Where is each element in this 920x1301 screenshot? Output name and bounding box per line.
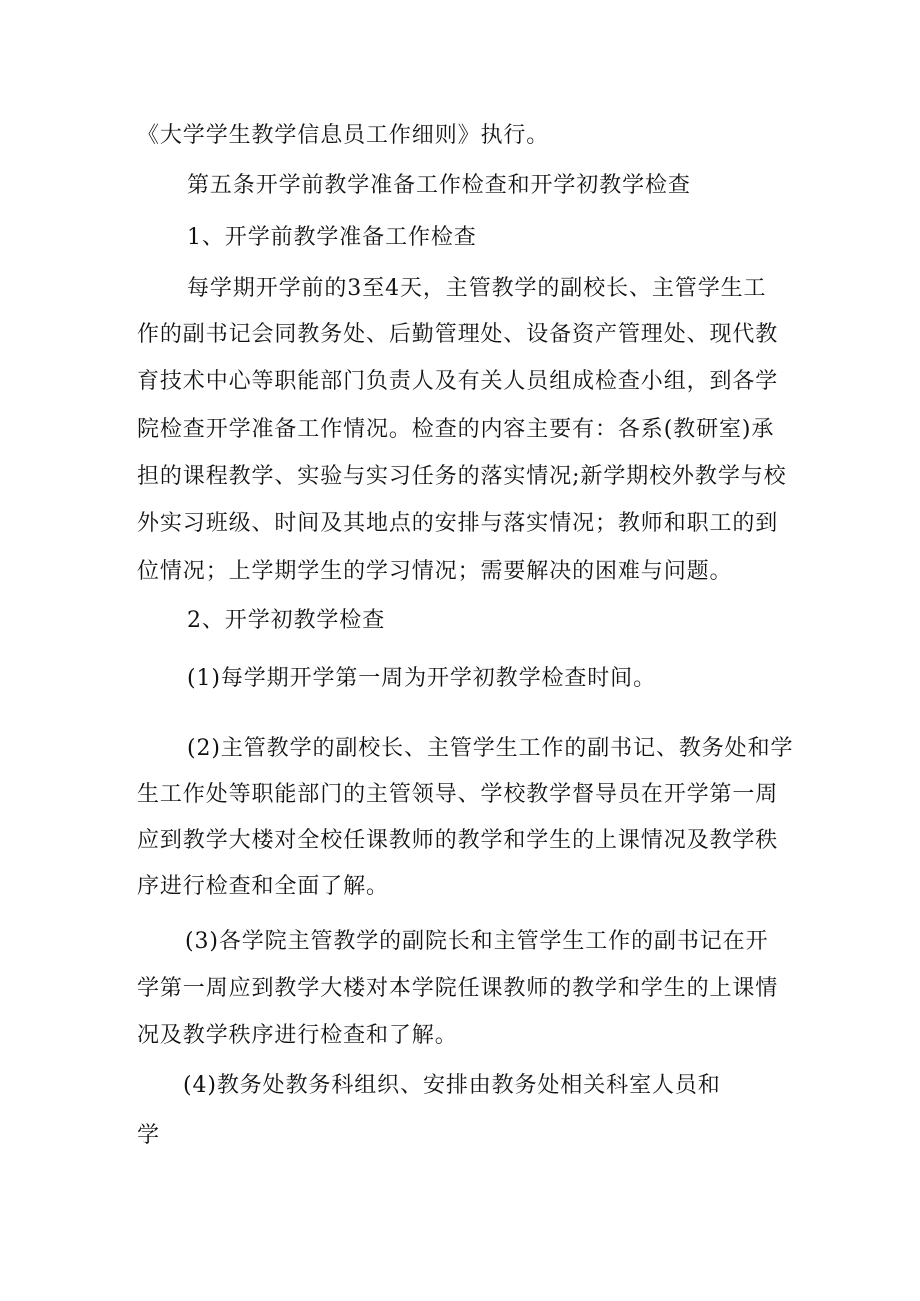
paragraph-line: 况及教学秩序进行检查和了解。: [137, 1023, 458, 1048]
paragraph-line: 院检查开学准备工作情况。检查的内容主要有：各系(教研室)承: [137, 417, 775, 442]
list-item-2: (2)主管教学的副校长、主管学生工作的副书记、教务处和学: [187, 736, 794, 761]
paragraph-line: 生工作处等职能部门的主管领导、学校教学督导员在开学第一周: [137, 782, 779, 807]
paragraph-line: 序进行检查和全面了解。: [137, 874, 389, 899]
list-item-1: (1)每学期开学第一周为开学初教学检查时间。: [187, 666, 656, 691]
article-heading: 第五条开学前教学准备工作检查和开学初教学检查: [187, 173, 691, 198]
paragraph-line: 每学期开学前的3至4天，主管教学的副校长、主管学生工: [187, 276, 767, 301]
paragraph-line: 应到教学大楼对全校任课教师的教学和学生的上课情况及教学秩: [137, 828, 779, 853]
paragraph-line: 担的课程教学、实验与实习任务的落实情况;新学期校外教学与校: [137, 464, 787, 489]
paragraph-line: 外实习班级、时间及其地点的安排与落实情况；教师和职工的到: [137, 511, 779, 536]
list-item-4: (4)教务处教务科组织、安排由教务处相关科室人员和: [183, 1073, 721, 1098]
section-heading-2: 2、开学初教学检查: [187, 608, 386, 633]
paragraph-line: 学: [137, 1123, 160, 1148]
paragraph-line: 学第一周应到教学大楼对本学院任课教师的教学和学生的上课情: [137, 976, 779, 1001]
paragraph-line: 育技术中心等职能部门负责人及有关人员组成检查小组，到各学: [137, 369, 779, 394]
text-line-1: 《大学学生教学信息员工作细则》执行。: [137, 123, 550, 148]
paragraph-line: 作的副书记会同教务处、后勤管理处、设备资产管理处、现代教: [137, 322, 779, 347]
section-heading-1: 1、开学前教学准备工作检查: [187, 225, 477, 250]
paragraph-line: 位情况；上学期学生的学习情况；需要解决的困难与问题。: [137, 559, 733, 584]
list-item-3: (3)各学院主管教学的副院长和主管学生工作的副书记在开: [185, 929, 769, 954]
